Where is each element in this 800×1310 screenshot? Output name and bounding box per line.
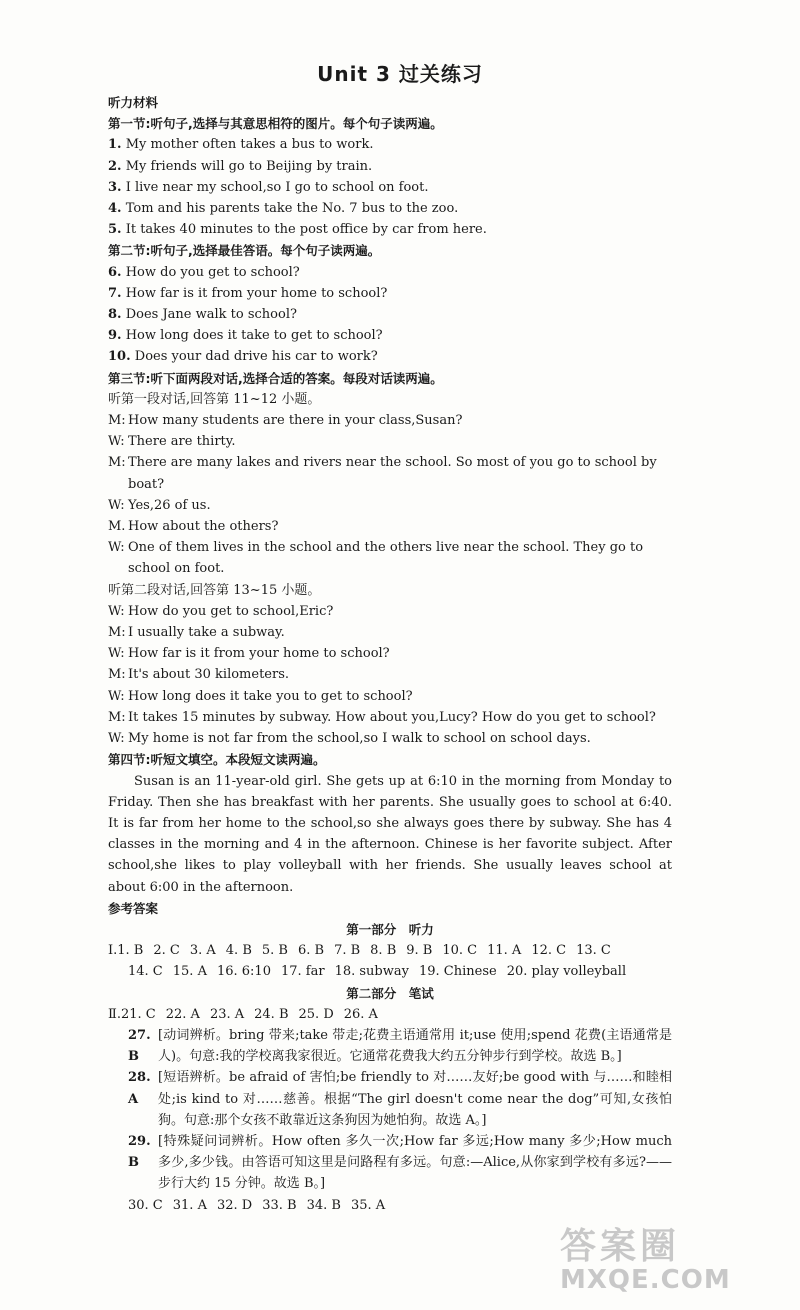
answer-item: Ⅱ.21. C <box>108 1006 156 1022</box>
dialog-line: M: It takes 15 minutes by subway. How about you,Lucy? How do you get to school? <box>108 709 656 725</box>
explanation: 27. B [动词辨析。bring 带来;take 带走;花费主语通常用 it;use 使用;spend 花费(主语通常是人)。句意:我的学校离我家很近。它通常花费我大约五分钟步行到学校。故选 B。] <box>128 1027 672 1065</box>
passage: Susan is an 11-year-old girl. She gets up at 6:10 in the morning from Monday to Friday. Then she has breakfast with her parents. She usually goes to school at 6:40. It is far from her home to the school,so she always goes there by subway. She has 4 classes in the morning and 4 in the afternoon. Chinese is her favorite subject. After school,she likes to play volleyball with her friends. She usually leaves school at about 6:00 in the afternoon. <box>108 773 672 895</box>
answer-item: 12. C <box>531 943 567 959</box>
content <box>108 92 672 1216</box>
answers-label: 参考答案 <box>108 900 159 916</box>
list-item: 2. My friends will go to Beijing by train. <box>108 158 373 174</box>
dialog-line: W: How long does it take you to get to school? <box>108 688 413 704</box>
answer-item: 9. B <box>406 943 433 959</box>
answer-row <box>108 961 672 982</box>
answer-item: 19. Chinese <box>418 964 497 980</box>
section2-list <box>108 262 672 368</box>
watermark-url: MXQE.COM <box>560 1265 731 1295</box>
answer-item: 4. B <box>225 943 252 959</box>
list-item: 8. Does Jane walk to school? <box>108 307 297 323</box>
answer-item: 32. D <box>216 1197 253 1213</box>
answer-item: 15. A <box>172 964 207 980</box>
explanation: 28. A [短语辨析。be afraid of 害怕;be friendly to 对……友好;be good with 与……和睦相处;is kind to 对……慈善。根据“The girl doesn't come near the dog”可知,女孩怕狗。句意:那个女孩不敢靠近这条狗因为她怕狗。故选 A。] <box>128 1070 672 1128</box>
answer-item: 7. B <box>334 943 361 959</box>
list-item: 4. Tom and his parents take the No. 7 bus to the zoo. <box>108 201 459 217</box>
answer-item: 26. A <box>343 1006 378 1022</box>
part1-heading: 第一部分 听力 <box>346 921 434 937</box>
answer-item: 10. C <box>442 943 478 959</box>
dialog2-intro: 听第二段对话,回答第 13~15 小题。 <box>108 582 321 598</box>
list-item: 10. Does your dad drive his car to work? <box>108 349 378 365</box>
section1-heading: 第一节:听句子,选择与其意思相符的图片。每个句子读两遍。 <box>108 116 443 132</box>
answer-item: 35. A <box>350 1197 386 1213</box>
dialog-line: M: There are many lakes and rivers near the school. So most of you go to school by boat? <box>108 455 657 492</box>
list-item: 9. How long does it take to get to school? <box>108 328 383 344</box>
list-item: 5. It takes 40 minutes to the post office by car from here. <box>108 222 487 238</box>
listening-label: 听力材料 <box>108 95 159 110</box>
answer-item: 31. A <box>172 1197 207 1213</box>
part2-heading: 第二部分 笔试 <box>346 985 434 1001</box>
section2-heading: 第二节:听句子,选择最佳答语。每个句子读两遍。 <box>108 243 381 259</box>
dialog1 <box>108 410 672 580</box>
answer-item: 34. B <box>306 1197 341 1213</box>
answer-item: 23. A <box>209 1006 245 1022</box>
page-title: Unit 3 过关练习 <box>317 62 483 86</box>
dialog-line: W: My home is not far from the school,so I walk to school on school days. <box>108 731 591 747</box>
dialog-line: W: One of them lives in the school and the others live near the school. They go to school on foot. <box>108 540 644 577</box>
answer-item: 33. B <box>262 1197 297 1213</box>
answer-item: 8. B <box>370 943 397 959</box>
answer-item: Ⅰ.1. B <box>108 943 144 959</box>
answer-item: 16. 6:10 <box>216 964 271 980</box>
answer-item: 5. B <box>261 943 288 959</box>
dialog-line: M: It's about 30 kilometers. <box>108 667 290 683</box>
dialog2 <box>108 601 672 749</box>
answer-row <box>108 1195 672 1216</box>
dialog-line: W: How far is it from your home to school? <box>108 646 390 662</box>
answer-row <box>108 940 672 961</box>
dialog-line: M: I usually take a subway. <box>108 625 285 641</box>
answer-item: 18. subway <box>334 964 409 980</box>
answer-item: 20. play volleyball <box>506 964 627 980</box>
section1-list <box>108 134 672 240</box>
answer-item: 13. C <box>576 943 611 959</box>
list-item: 1. My mother often takes a bus to work. <box>108 137 374 153</box>
answer-item: 25. D <box>298 1006 334 1022</box>
section4-heading: 第四节:听短文填空。本段短文读两遍。 <box>108 752 326 768</box>
dialog-line: W: How do you get to school,Eric? <box>108 603 334 619</box>
section3-heading: 第三节:听下面两段对话,选择合适的答案。每段对话读两遍。 <box>108 370 443 386</box>
list-item: 3. I live near my school,so I go to school on foot. <box>108 179 429 195</box>
dialog-line: M. How about the others? <box>108 519 279 535</box>
list-item: 6. How do you get to school? <box>108 264 300 280</box>
watermark-logo-text: 答案圈 <box>560 1226 681 1267</box>
answer-item: 14. C <box>128 964 163 980</box>
answer-item: 2. C <box>153 943 180 959</box>
answer-item: 22. A <box>165 1006 200 1022</box>
answer-item: 24. B <box>254 1006 289 1022</box>
explanation: 29. B [特殊疑问词辨析。How often 多久一次;How far 多远;How many 多少;How much 多少,多少钱。由答语可知这里是问路程有多远。句意:—Alice,从你家到学校有多远?——步行大约 15 分钟。故选 B。] <box>128 1133 672 1192</box>
dialog-line: W: There are thirty. <box>108 434 236 450</box>
answer-item: 6. B <box>297 943 325 959</box>
dialog-line: W: Yes,26 of us. <box>108 497 211 513</box>
answer-row <box>108 1004 672 1025</box>
answer-item: 17. far <box>280 964 325 980</box>
answer-item: 30. C <box>128 1197 163 1213</box>
answer-item: 11. A <box>487 943 522 959</box>
dialog-line: M: How many students are there in your class,Susan? <box>108 413 463 429</box>
dialog1-intro: 听第一段对话,回答第 11~12 小题。 <box>108 391 321 407</box>
watermark <box>560 1218 800 1310</box>
answer-item: 3. A <box>189 943 216 959</box>
list-item: 7. How far is it from your home to school? <box>108 285 388 301</box>
